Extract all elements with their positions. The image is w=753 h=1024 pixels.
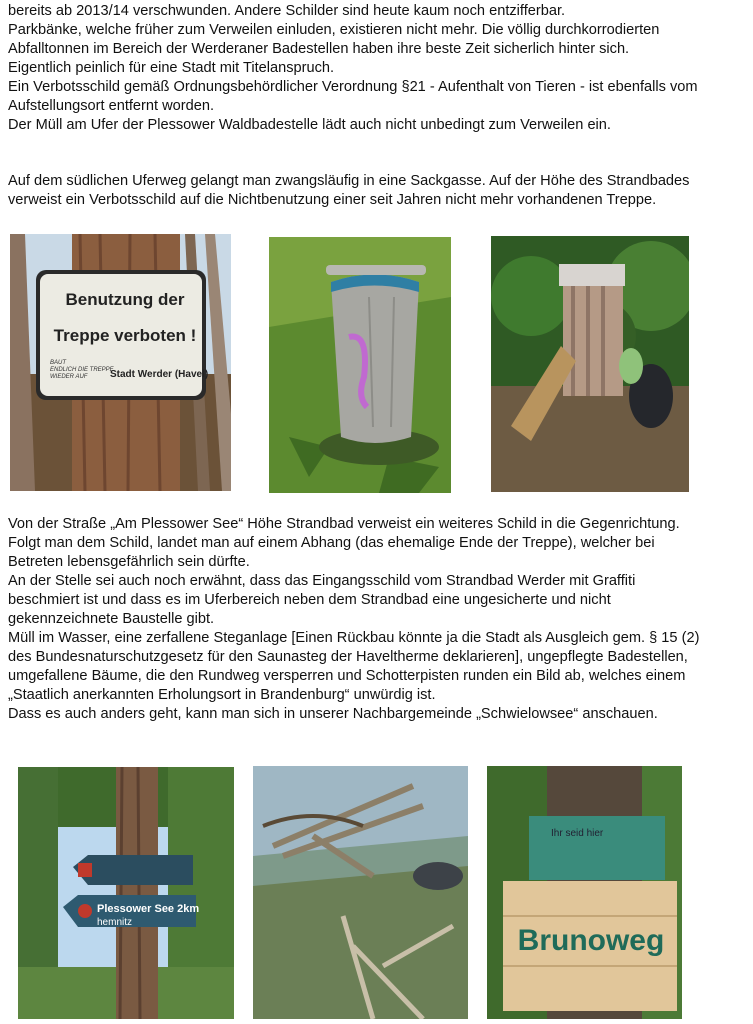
photo-trash-can xyxy=(269,237,451,493)
text-line: Betreten lebensgefährlich sein dürfte. xyxy=(8,554,250,570)
bruno-top-sign-text: Ihr seid hier xyxy=(551,828,604,839)
text-line: Folgt man dem Schild, landet man auf einem Abhang (das ehemalige Ende der Treppe), welcher bei xyxy=(8,535,655,551)
signpost-text-1: Plessower See 2km xyxy=(97,903,200,915)
text-line: „Staatlich anerkannten Erholungsort in Brandenburg“ unwürdig ist. xyxy=(8,687,436,703)
text-line: Auf dem südlichen Uferweg gelangt man zwangsläufig in eine Sackgasse. Auf der Höhe des Strandbades xyxy=(8,173,690,189)
text-line: gekennzeichnete Baustelle gibt. xyxy=(8,611,215,627)
text-line: verweist ein Verbotsschild auf die Nichtbenutzung einer seit Jahren nicht mehr vorhandenen Treppe. xyxy=(8,192,657,208)
sign-line-2: Treppe verboten ! xyxy=(53,326,197,345)
text-line: umgefallene Bäume, die den Rundweg versperren und Schotterpisten runden ein Bild ab, welches einem xyxy=(8,668,686,684)
text-line: bereits ab 2013/14 verschwunden. Andere Schilder sind heute kaum noch entzifferbar. xyxy=(8,3,566,19)
paragraph-intro xyxy=(8,2,750,135)
text-line: Von der Straße „Am Plessower See“ Höhe Strandbad verweist ein weiteres Schild in die Gegenrichtung. xyxy=(8,516,680,532)
photo-litter xyxy=(491,236,689,492)
text-line: Parkbänke, welche früher zum Verweilen einluden, existieren nicht mehr. Die völlig durchkorrodierten xyxy=(8,22,660,38)
paragraph-sackgasse xyxy=(8,172,750,210)
photo-stairs-sign xyxy=(10,234,231,491)
text-line: Eigentlich peinlich für eine Stadt mit Titelanspruch. xyxy=(8,60,335,76)
signpost-text-2: hemnitz xyxy=(97,917,133,928)
photo-signpost xyxy=(18,767,234,1019)
photo-water xyxy=(253,766,468,1019)
text-line: Aufstellungsort entfernt worden. xyxy=(8,98,215,114)
bruno-main-sign-text: Brunoweg xyxy=(517,924,665,957)
text-line: beschmiert ist und dass es im Uferbereich neben dem Strandbad eine ungesicherte und nicht xyxy=(8,592,611,608)
text-line: An der Stelle sei auch noch erwähnt, dass das Eingangsschild vom Strandbad Werder mit Graffiti xyxy=(8,573,636,589)
graffiti-1: BAUT xyxy=(50,360,67,366)
photo-brunoweg-sign xyxy=(487,766,682,1019)
text-line: Ein Verbotsschild gemäß Ordnungsbehördlicher Verordnung §21 - Aufenthalt von Tieren - ist ebenfalls vom xyxy=(8,79,698,95)
sign-city: Stadt Werder (Havel) xyxy=(110,369,209,380)
text-line: Abfalltonnen im Bereich der Werderaner Badestellen haben ihre beste Zeit sicherlich hinter sich. xyxy=(8,41,630,57)
paragraph-strandbad xyxy=(8,515,750,724)
text-line: des Bundesnaturschutzgesetz für den Saunasteg der Haveltherme deklarieren], ungepflegte Badestellen, xyxy=(8,649,688,665)
graffiti-3: WIEDER AUF xyxy=(50,374,88,380)
sign-line-1: Benutzung der xyxy=(65,290,185,309)
text-line: Der Müll am Ufer der Plessower Waldbadestelle lädt auch nicht unbedingt zum Verweilen ein. xyxy=(8,117,611,133)
graffiti-2: ENDLICH DIE TREPPE xyxy=(50,367,114,373)
text-line: Müll im Wasser, eine zerfallene Steganlage [Einen Rückbau könnte ja die Stadt als Ausgleich gem. § 15 (2) xyxy=(8,630,700,646)
text-line: Dass es auch anders geht, kann man sich in unserer Nachbargemeinde „Schwielowsee“ anschauen. xyxy=(8,706,658,722)
